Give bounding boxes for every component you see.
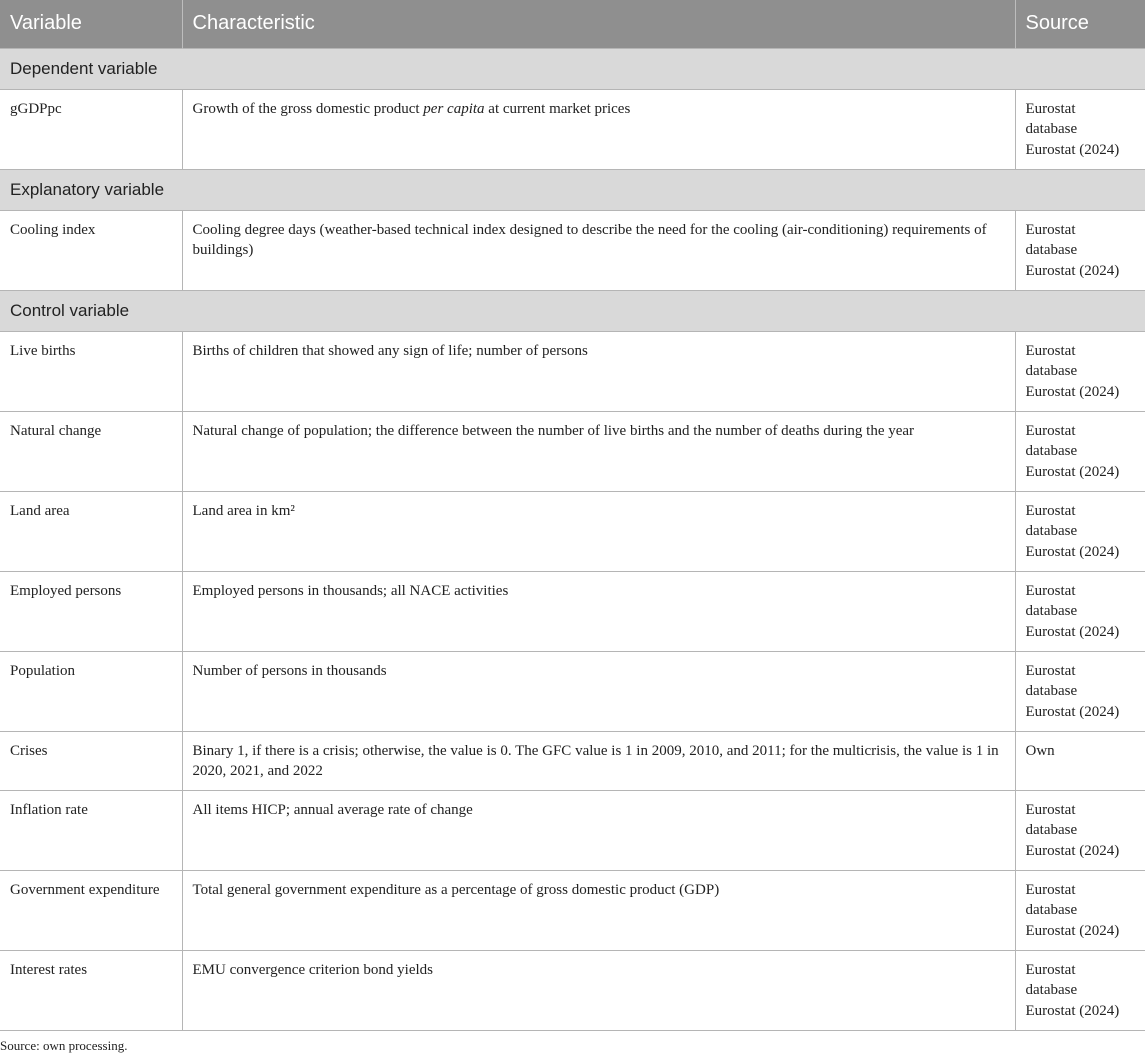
source-cell: [1015, 89, 1145, 169]
characteristic-cell: Binary 1, if there is a crisis; otherwise, the value is 0. The GFC value is 1 in 2009, 2010, and 2011; for the multicrisis, the value is 1 in 2020, 2021, and 2022: [182, 731, 1015, 790]
source-line: Eurostat: [1025, 422, 1076, 439]
table-row: [0, 331, 1145, 411]
source-cell: [1015, 731, 1145, 790]
source-line: Eurostat (2024): [1025, 383, 1120, 400]
table-row: [0, 651, 1145, 731]
variable-cell: Crises: [0, 731, 182, 790]
characteristic-cell: [182, 89, 1015, 169]
source-line: Eurostat (2024): [1025, 922, 1120, 939]
source-line: database: [1025, 822, 1078, 838]
characteristic-text: at current market prices: [484, 100, 631, 117]
source-cell: [1015, 331, 1145, 411]
header-variable: Variable: [0, 0, 182, 48]
source-line: database: [1025, 121, 1078, 137]
source-line: database: [1025, 443, 1078, 459]
characteristic-text: Growth of the gross domestic product: [192, 100, 424, 117]
characteristic-cell: Cooling degree days (weather-based technical index designed to describe the need for the cooling (air-conditioning) requirements of buildings): [182, 210, 1015, 290]
source-line: database: [1025, 242, 1078, 258]
source-line: Eurostat (2024): [1025, 262, 1120, 279]
header-row: [0, 0, 1145, 48]
source-line: Eurostat (2024): [1025, 842, 1120, 859]
variable-cell: Live births: [0, 331, 182, 411]
source-line: Eurostat: [1025, 662, 1076, 679]
table-row: [0, 870, 1145, 950]
table-row: [0, 210, 1145, 290]
source-cell: [1015, 491, 1145, 571]
source-line: Eurostat: [1025, 801, 1076, 818]
section-label: Explanatory variable: [0, 169, 1145, 210]
source-line: Eurostat: [1025, 502, 1076, 519]
characteristic-cell: Land area in km²: [182, 491, 1015, 571]
header-characteristic: Characteristic: [182, 0, 1015, 48]
characteristic-cell: EMU convergence criterion bond yields: [182, 950, 1015, 1030]
source-line: database: [1025, 363, 1078, 379]
source-cell: [1015, 870, 1145, 950]
characteristic-cell: All items HICP; annual average rate of change: [182, 790, 1015, 870]
source-cell: [1015, 651, 1145, 731]
variable-cell: Interest rates: [0, 950, 182, 1030]
characteristic-italic-text: per capita: [423, 100, 485, 117]
source-line: Eurostat: [1025, 100, 1076, 117]
section-row-explanatory: [0, 169, 1145, 210]
source-cell: [1015, 571, 1145, 651]
section-row-control: [0, 290, 1145, 331]
source-line: Eurostat (2024): [1025, 623, 1120, 640]
section-label: Dependent variable: [0, 48, 1145, 89]
table-row: [0, 491, 1145, 571]
variable-cell: Natural change: [0, 411, 182, 491]
table-row: [0, 411, 1145, 491]
source-line: Eurostat (2024): [1025, 463, 1120, 480]
characteristic-cell: Natural change of population; the difference between the number of live births and the number of deaths during the year: [182, 411, 1015, 491]
source-line: database: [1025, 902, 1078, 918]
variable-cell: Inflation rate: [0, 790, 182, 870]
source-cell: [1015, 411, 1145, 491]
source-line: database: [1025, 982, 1078, 998]
variable-cell: Employed persons: [0, 571, 182, 651]
source-cell: [1015, 210, 1145, 290]
source-line: database: [1025, 523, 1078, 539]
characteristic-cell: Number of persons in thousands: [182, 651, 1015, 731]
characteristic-cell: Employed persons in thousands; all NACE activities: [182, 571, 1015, 651]
variable-cell: Government expenditure: [0, 870, 182, 950]
table-row: [0, 731, 1145, 790]
source-line: Eurostat (2024): [1025, 141, 1120, 158]
characteristic-cell: Births of children that showed any sign of life; number of persons: [182, 331, 1015, 411]
source-line: Own: [1025, 742, 1055, 759]
variable-cell: Population: [0, 651, 182, 731]
source-line: database: [1025, 683, 1078, 699]
source-line: Eurostat (2024): [1025, 703, 1120, 720]
source-line: Eurostat (2024): [1025, 1002, 1120, 1019]
source-line: Eurostat: [1025, 881, 1076, 898]
section-row-dependent: [0, 48, 1145, 89]
table-row: [0, 571, 1145, 651]
source-line: Eurostat (2024): [1025, 543, 1120, 560]
header-source: Source: [1015, 0, 1145, 48]
table-row: [0, 790, 1145, 870]
source-cell: [1015, 790, 1145, 870]
variable-cell: Land area: [0, 491, 182, 571]
characteristic-cell: Total general government expenditure as a percentage of gross domestic product (GDP): [182, 870, 1015, 950]
variable-cell: gGDPpc: [0, 89, 182, 169]
variable-cell: Cooling index: [0, 210, 182, 290]
source-line: Eurostat: [1025, 221, 1076, 238]
source-line: Eurostat: [1025, 342, 1076, 359]
section-label: Control variable: [0, 290, 1145, 331]
source-line: Eurostat: [1025, 961, 1076, 978]
source-line: database: [1025, 603, 1078, 619]
source-cell: [1015, 950, 1145, 1030]
table-row: [0, 950, 1145, 1030]
source-line: Eurostat: [1025, 582, 1076, 599]
table-footnote: Source: own processing.: [0, 1038, 128, 1053]
table-row: [0, 89, 1145, 169]
